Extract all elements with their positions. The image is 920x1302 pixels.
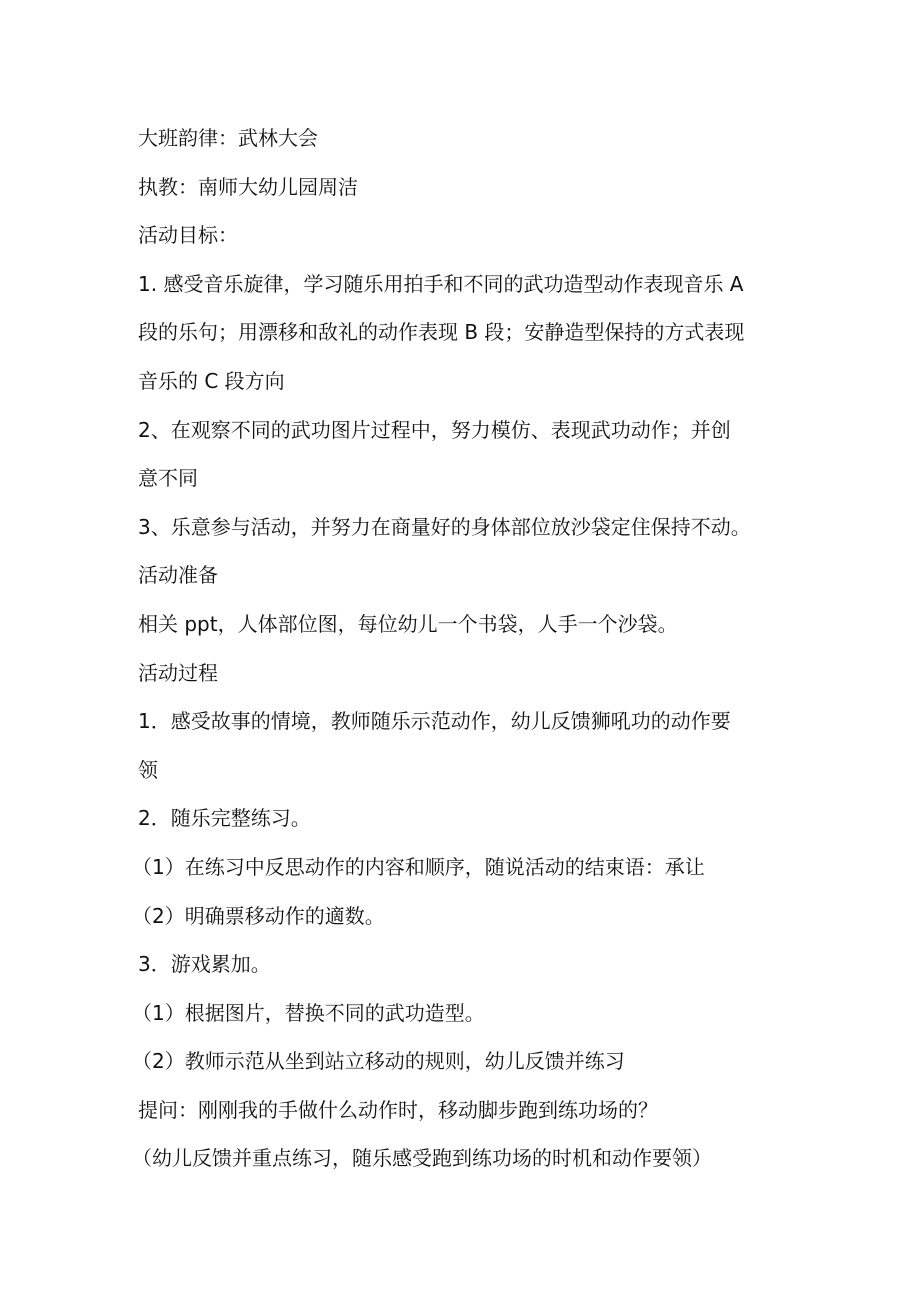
step-3-line: 3．游戏累加。 <box>138 952 271 977</box>
feedback-line: （幼儿反馈并重点练习，随乐感受跑到练功场的时机和动作要领） <box>132 1146 712 1171</box>
goal-2-line-1: 2、在观察不同的武功图片过程中，努力模仿、表现武功动作；并创 <box>138 417 731 442</box>
goal-2-line-2: 意不同 <box>138 466 198 491</box>
step-3-sub-1: （1）根据图片，替换不同的武功造型。 <box>132 1000 485 1025</box>
step-2-line: 2．随乐完整练习。 <box>138 806 311 831</box>
step-1-line-2: 领 <box>138 757 158 782</box>
document-body <box>132 114 788 1183</box>
goal-1-line-2: 段的乐句；用漂移和敌礼的动作表现 B 段；安静造型保持的方式表现 <box>138 320 745 345</box>
goal-1-line-3: 音乐的 C 段方向 <box>138 368 285 393</box>
step-3-sub-2: （2）教师示范从坐到站立移动的规则，幼儿反馈并练习 <box>132 1049 625 1074</box>
step-1-line-1: 1．感受故事的情境，教师随乐示范动作，幼儿反馈狮吼功的动作要 <box>138 709 731 734</box>
step-2-sub-2: （2）明确票移动作的適数。 <box>132 903 385 928</box>
preparation-line: 相关 ppt，人体部位图，每位幼儿一个书袋，人手一个沙袋。 <box>138 611 678 636</box>
goal-1-line-1: 1. 感受音乐旋律，学习随乐用拍手和不同的武功造型动作表现音乐 A <box>138 271 744 296</box>
step-2-sub-1: （1）在练习中反思动作的内容和顺序，随说活动的结束语：承让 <box>132 854 705 879</box>
teacher-line: 执教：南师大幼儿园周洁 <box>138 174 358 199</box>
lesson-title: 大班韵律：武林大会 <box>138 126 318 150</box>
section-heading-process: 活动过程 <box>138 660 218 685</box>
goal-3-line: 3、乐意参与活动，并努力在商量好的身体部位放沙袋定住保持不动。 <box>138 514 751 539</box>
section-heading-preparation: 活动准备 <box>138 563 218 588</box>
question-line: 提问：刚刚我的手做什么动作时，移动脚步跑到练功场的？ <box>138 1097 658 1122</box>
section-heading-goals: 活动目标： <box>138 223 238 248</box>
